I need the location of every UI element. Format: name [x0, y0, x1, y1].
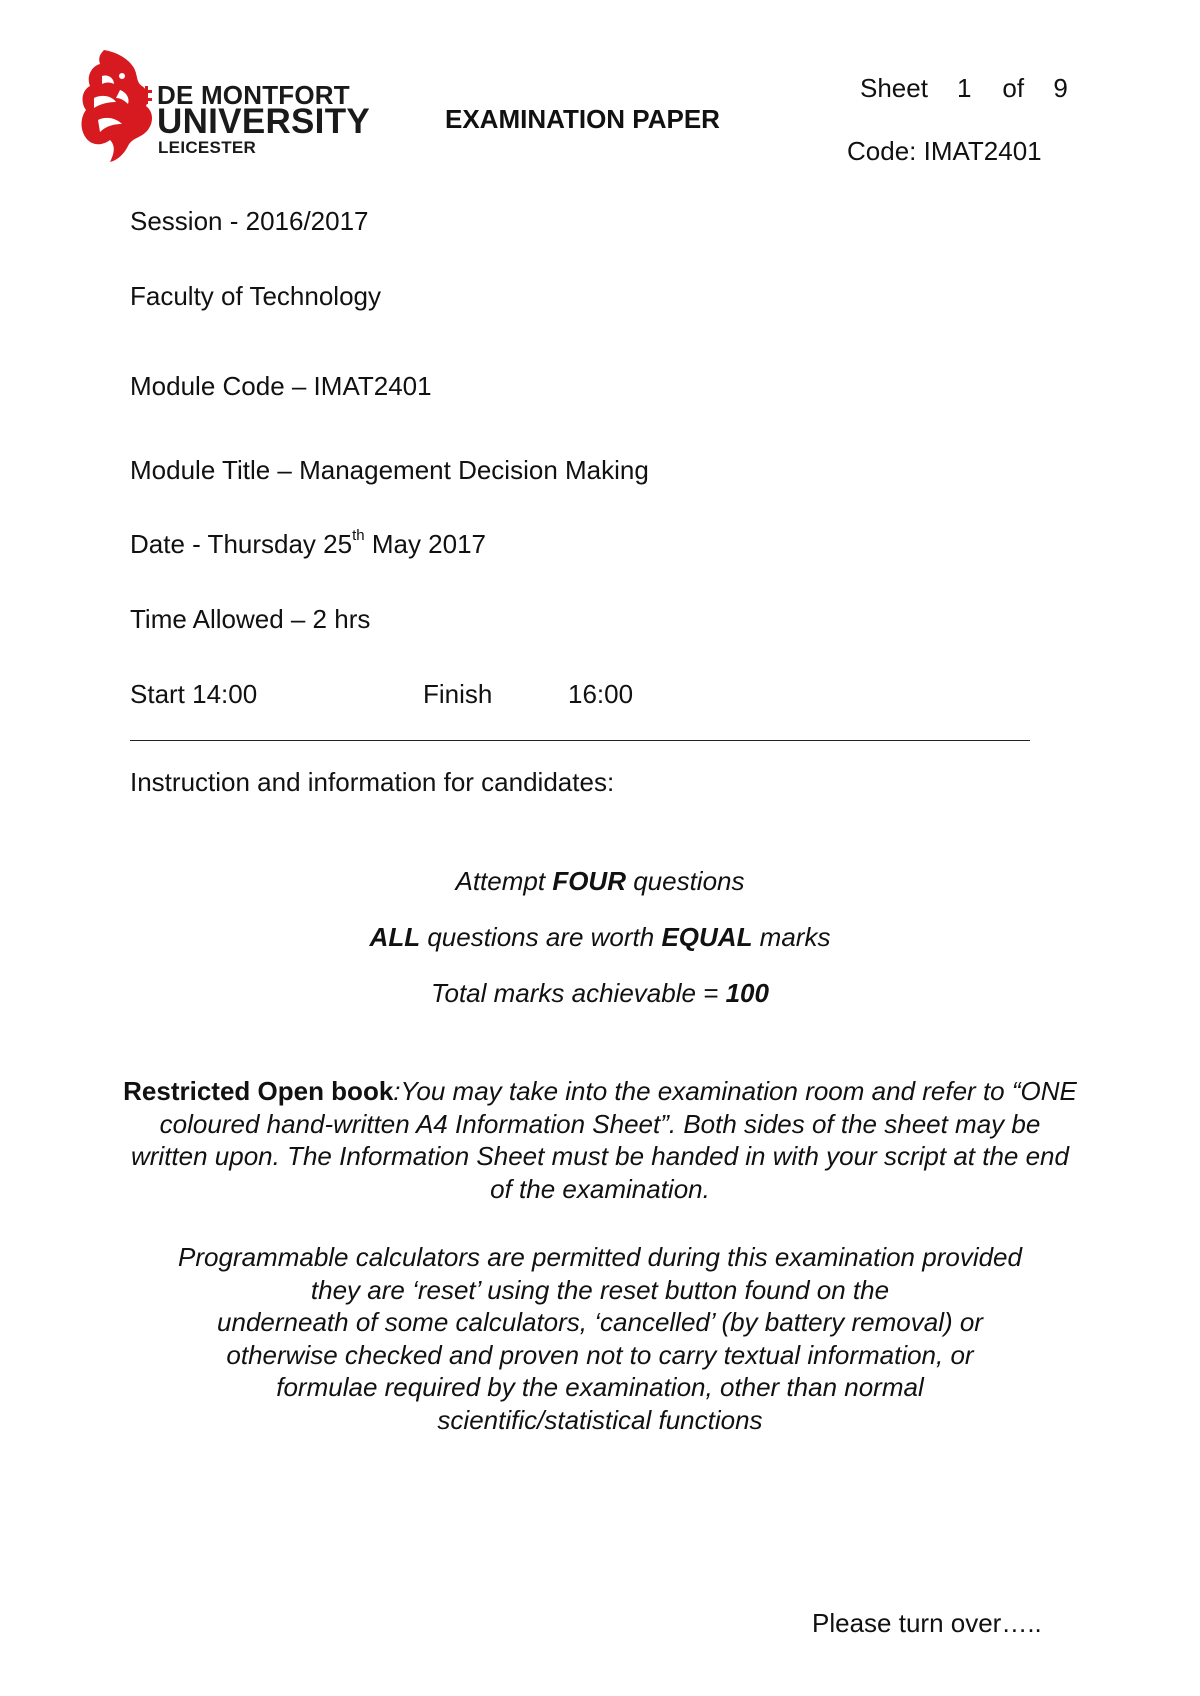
divider-line	[130, 740, 1030, 741]
calculator-paragraph	[120, 1241, 1080, 1436]
sheet-counter	[860, 73, 1068, 104]
calculator-line: scientific/statistical functions	[437, 1404, 763, 1435]
sheet-total: 9	[1053, 73, 1068, 103]
exam-paper-title: EXAMINATION PAPER	[445, 104, 720, 134]
start-time-field: Start 14:00	[130, 679, 258, 709]
module-title-field: Module Title – Management Decision Making	[130, 455, 649, 485]
equal-bold: EQUAL	[661, 922, 753, 952]
calculator-line: otherwise checked and proven not to carry textual information, or	[226, 1339, 974, 1370]
calculator-line: formulae required by the examination, other than normal	[276, 1372, 924, 1402]
logo-line-university: UNIVERSITY	[157, 102, 371, 141]
logo-line-leicester: LEICESTER	[158, 138, 257, 157]
finish-time: 16:00	[568, 679, 634, 709]
date-prefix: Date - Thursday 25	[130, 529, 353, 559]
please-turn-over: Please turn over…..	[812, 1608, 1042, 1638]
sheet-of: of	[1002, 73, 1025, 103]
attempt-post: questions	[625, 866, 745, 896]
all-mid: questions are worth	[420, 922, 662, 952]
griffin-emblem-icon	[76, 46, 156, 164]
time-allowed-field: Time Allowed – 2 hrs	[130, 604, 371, 634]
module-code-header: Code: IMAT2401	[847, 136, 1042, 166]
all-post: marks	[752, 922, 831, 952]
sheet-number: 1	[956, 73, 972, 103]
restricted-open-book-paragraph	[120, 1075, 1080, 1205]
calculator-line: they are ‘reset’ using the reset button found on the	[310, 1274, 890, 1305]
sheet-label: Sheet	[860, 73, 928, 103]
calculator-line: underneath of some calculators, ‘cancelled’ (by battery removal) or	[217, 1307, 983, 1337]
module-code-field: Module Code – IMAT2401	[130, 371, 432, 401]
total-value: 100	[725, 978, 769, 1008]
university-logo	[76, 46, 371, 166]
instructions-heading: Instruction and information for candidates:	[130, 767, 615, 797]
date-suffix: May 2017	[364, 529, 487, 559]
attempt-count: FOUR	[552, 866, 626, 896]
attempt-line	[0, 866, 1200, 897]
restricted-open-book-label: Restricted Open book	[123, 1076, 394, 1106]
attempt-pre: Attempt	[455, 866, 553, 896]
total-marks-line	[0, 978, 1200, 1009]
date-superscript: th	[352, 527, 365, 544]
finish-label: Finish	[423, 679, 493, 709]
faculty-field: Faculty of Technology	[130, 281, 381, 311]
session-field: Session - 2016/2017	[130, 206, 369, 236]
marks-line	[0, 922, 1200, 953]
total-pre: Total marks achievable =	[431, 978, 726, 1008]
logo-line-de-montfort: DE MONTFORT	[157, 80, 350, 110]
all-bold: ALL	[369, 922, 421, 952]
date-field	[130, 529, 486, 560]
calculator-line: Programmable calculators are permitted during this examination provided	[178, 1242, 1022, 1272]
restricted-open-book-text: :You may take into the examination room and refer to “ONE coloured hand-written A4 Information Sheet”. Both sides of the sheet may be written upon. The Information Sheet must be handed in with your script at the end of the examination.	[131, 1076, 1077, 1204]
